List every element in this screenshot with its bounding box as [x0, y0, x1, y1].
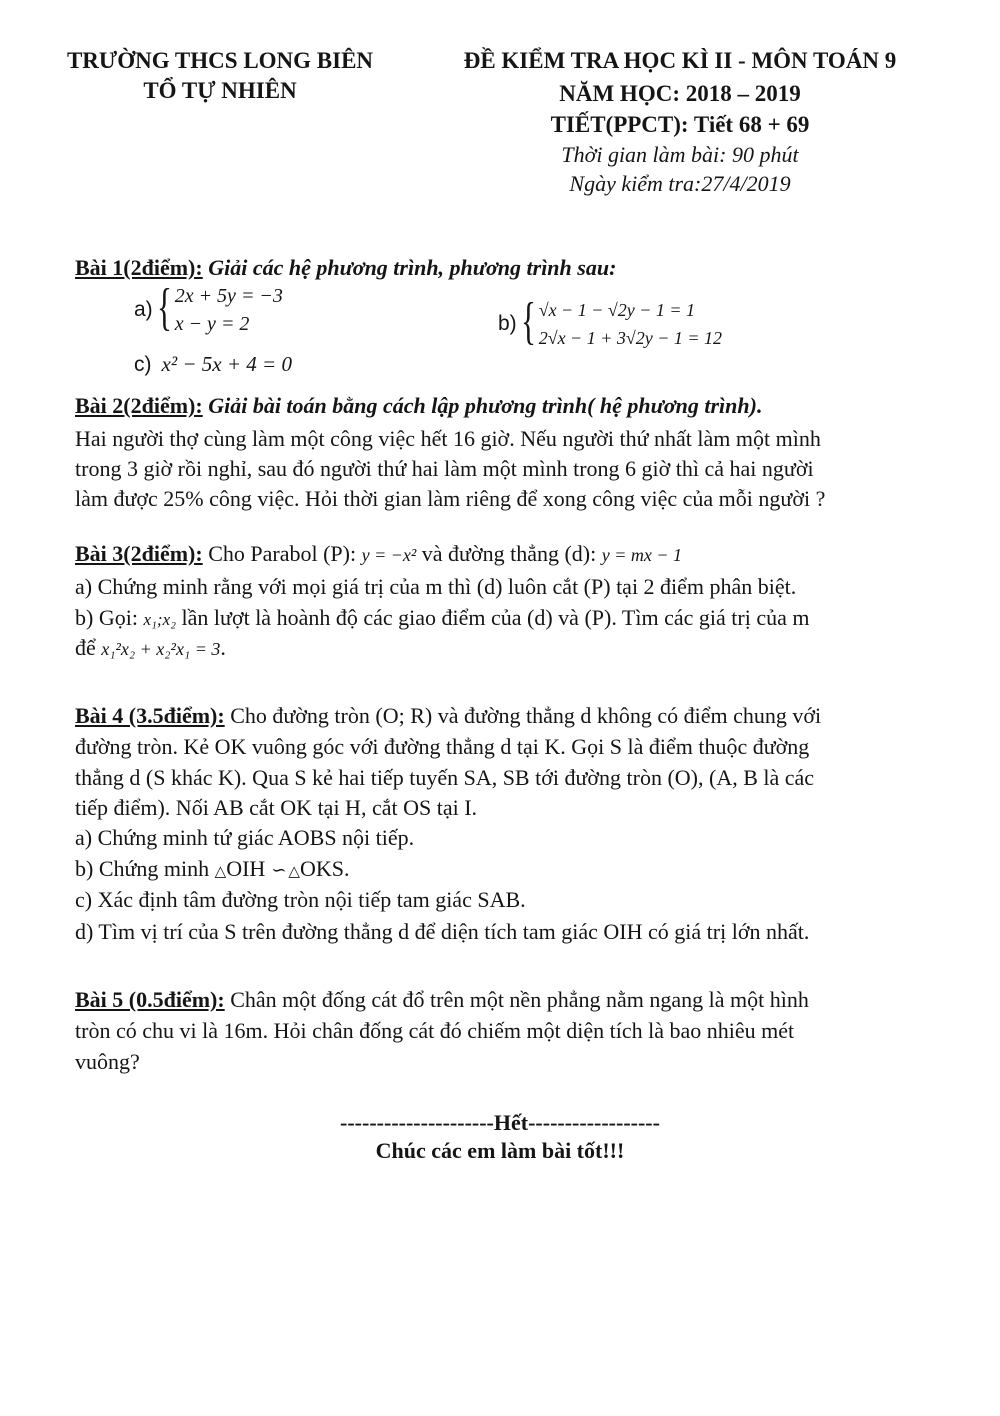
bai5-line1: [75, 984, 809, 1015]
triangle-icon: △: [288, 864, 300, 880]
bai1-a-eq1: 2x + 5y = −3: [174, 285, 283, 307]
bai4-line1-text: Cho đường tròn (O; R) và đường thẳng d không có điểm chung với: [224, 703, 822, 728]
bai4-b-sim: ∽: [271, 860, 287, 880]
bai2-line2: trong 3 giờ rồi nghỉ, sau đó người thứ hai làm một mình trong 6 giờ thì cả hai người: [75, 456, 814, 481]
bai1-part-a: [134, 279, 283, 338]
bai1-a-label: a): [134, 298, 153, 321]
bai3-b1-vars: x₁;x₂: [143, 610, 177, 629]
bai4-part-a: a) Chứng minh tứ giác AOBS nội tiếp.: [75, 825, 415, 850]
bai1-a-system: [156, 279, 283, 338]
bai2-title: Giải bài toán bằng cách lập phương trình( hệ phương trình).: [202, 393, 763, 418]
bai1-label: Bài 1(2điểm):: [75, 255, 203, 280]
bai5-line2: tròn có chu vi là 16m. Hỏi chân đống cát đó chiếm một diện tích là bao nhiêu mét: [75, 1018, 795, 1043]
triangle-icon: △: [214, 864, 227, 880]
bai4-label: Bài 4 (3.5điểm):: [75, 703, 225, 728]
bai3-b1-pre: b) Gọi:: [75, 605, 144, 630]
closing-wish: Chúc các em làm bài tốt!!!: [375, 1138, 625, 1163]
bai1-a-eq2: x − y = 2: [174, 313, 250, 335]
bai3-part-b-line1: [75, 602, 809, 635]
bai2-line3: làm được 25% công việc. Hỏi thời gian làm riêng để xong công việc của mỗi người ?: [75, 486, 826, 511]
duration-info: Thời gian làm bài: 90 phút: [561, 142, 799, 167]
bai1-c-label: c): [134, 352, 152, 376]
bai5-label: Bài 5 (0.5điểm):: [75, 987, 225, 1012]
bai1-b-eq1: √x − 1 − √2y − 1 = 1: [538, 300, 696, 320]
bai3-parabola: y = −x²: [361, 545, 417, 565]
bai4-b-tri1: OIH: [226, 856, 266, 881]
bai1-b-label: b): [498, 312, 517, 335]
bai4-part-d: d) Tìm vị trí của S trên đường thẳng d để diện tích tam giác OIH có giá trị lớn nhất.: [75, 919, 810, 944]
bai1-b-eq2: 2√x − 1 + 3√2y − 1 = 12: [538, 328, 723, 348]
bai3-label: Bài 3(2điểm):: [75, 541, 203, 566]
bai5-line1-text: Chân một đống cát đổ trên một nền phẳng nằm ngang là một hình: [224, 987, 809, 1012]
bai1-part-c: [134, 352, 292, 377]
bai1-c-eq: x² − 5x + 4 = 0: [161, 352, 292, 376]
bai3-intro: Cho Parabol (P):: [202, 541, 362, 566]
bai3-b1-post: lần lượt là hoành độ các giao điểm của (d) và (P). Tìm các giá trị của m: [176, 605, 810, 630]
bai4-b-tri2: OKS.: [299, 856, 350, 881]
school-year: NĂM HỌC: 2018 – 2019: [559, 81, 801, 106]
bai1-b-system: [520, 293, 723, 352]
bai3-part-a: a) Chứng minh rằng với mọi giá trị của m thì (d) luôn cắt (P) tại 2 điểm phân biệt.: [75, 574, 797, 599]
bai5-line3: vuông?: [75, 1049, 140, 1074]
bai2-heading: [75, 390, 762, 421]
bai4-line2: đường tròn. Kẻ OK vuông góc với đường thẳng d tại K. Gọi S là điểm thuộc đường: [75, 734, 810, 759]
brace-icon: {: [520, 293, 536, 350]
bai3-part-b-line2: [75, 632, 226, 665]
bai3-b2-post: .: [220, 635, 226, 660]
school-name: TRƯỜNG THCS LONG BIÊN: [66, 48, 374, 73]
bai3-line-eq: y = mx − 1: [601, 545, 683, 565]
bai3-heading: [75, 538, 682, 571]
bai2-label: Bài 2(2điểm):: [75, 393, 203, 418]
brace-icon: {: [156, 279, 172, 336]
exam-date: Ngày kiểm tra:27/4/2019: [569, 171, 791, 196]
end-marker: ---------------------Hết------------------: [340, 1110, 660, 1135]
bai2-line1: Hai người thợ cùng làm một công việc hết 16 giờ. Nếu người thứ nhất làm một mình: [75, 426, 821, 451]
bai3-b2-expr: x₁²x₂ + x₂²x₁ = 3: [101, 639, 221, 659]
bai1-title: Giải các hệ phương trình, phương trình sau:: [202, 255, 617, 280]
department-name: TỔ TỰ NHIÊN: [143, 78, 297, 103]
bai4-line1: [75, 700, 821, 731]
bai4-part-b: [75, 853, 349, 888]
bai4-b-pre: b) Chứng minh: [75, 856, 215, 881]
period-info: TIẾT(PPCT): Tiết 68 + 69: [550, 112, 810, 137]
bai1-part-b: [498, 293, 723, 352]
bai4-line3: thẳng d (S khác K). Qua S kẻ hai tiếp tuyến SA, SB tới đường tròn (O), (A, B là các: [75, 765, 815, 790]
exam-title: ĐỀ KIỂM TRA HỌC KÌ II - MÔN TOÁN 9: [463, 48, 897, 73]
bai4-line4: tiếp điểm). Nối AB cắt OK tại H, cắt OS tại I.: [75, 795, 478, 820]
bai3-b2-pre: để: [75, 635, 102, 660]
bai4-part-c: c) Xác định tâm đường tròn nội tiếp tam giác SAB.: [75, 887, 526, 912]
bai3-mid: và đường thẳng (d):: [416, 541, 602, 566]
